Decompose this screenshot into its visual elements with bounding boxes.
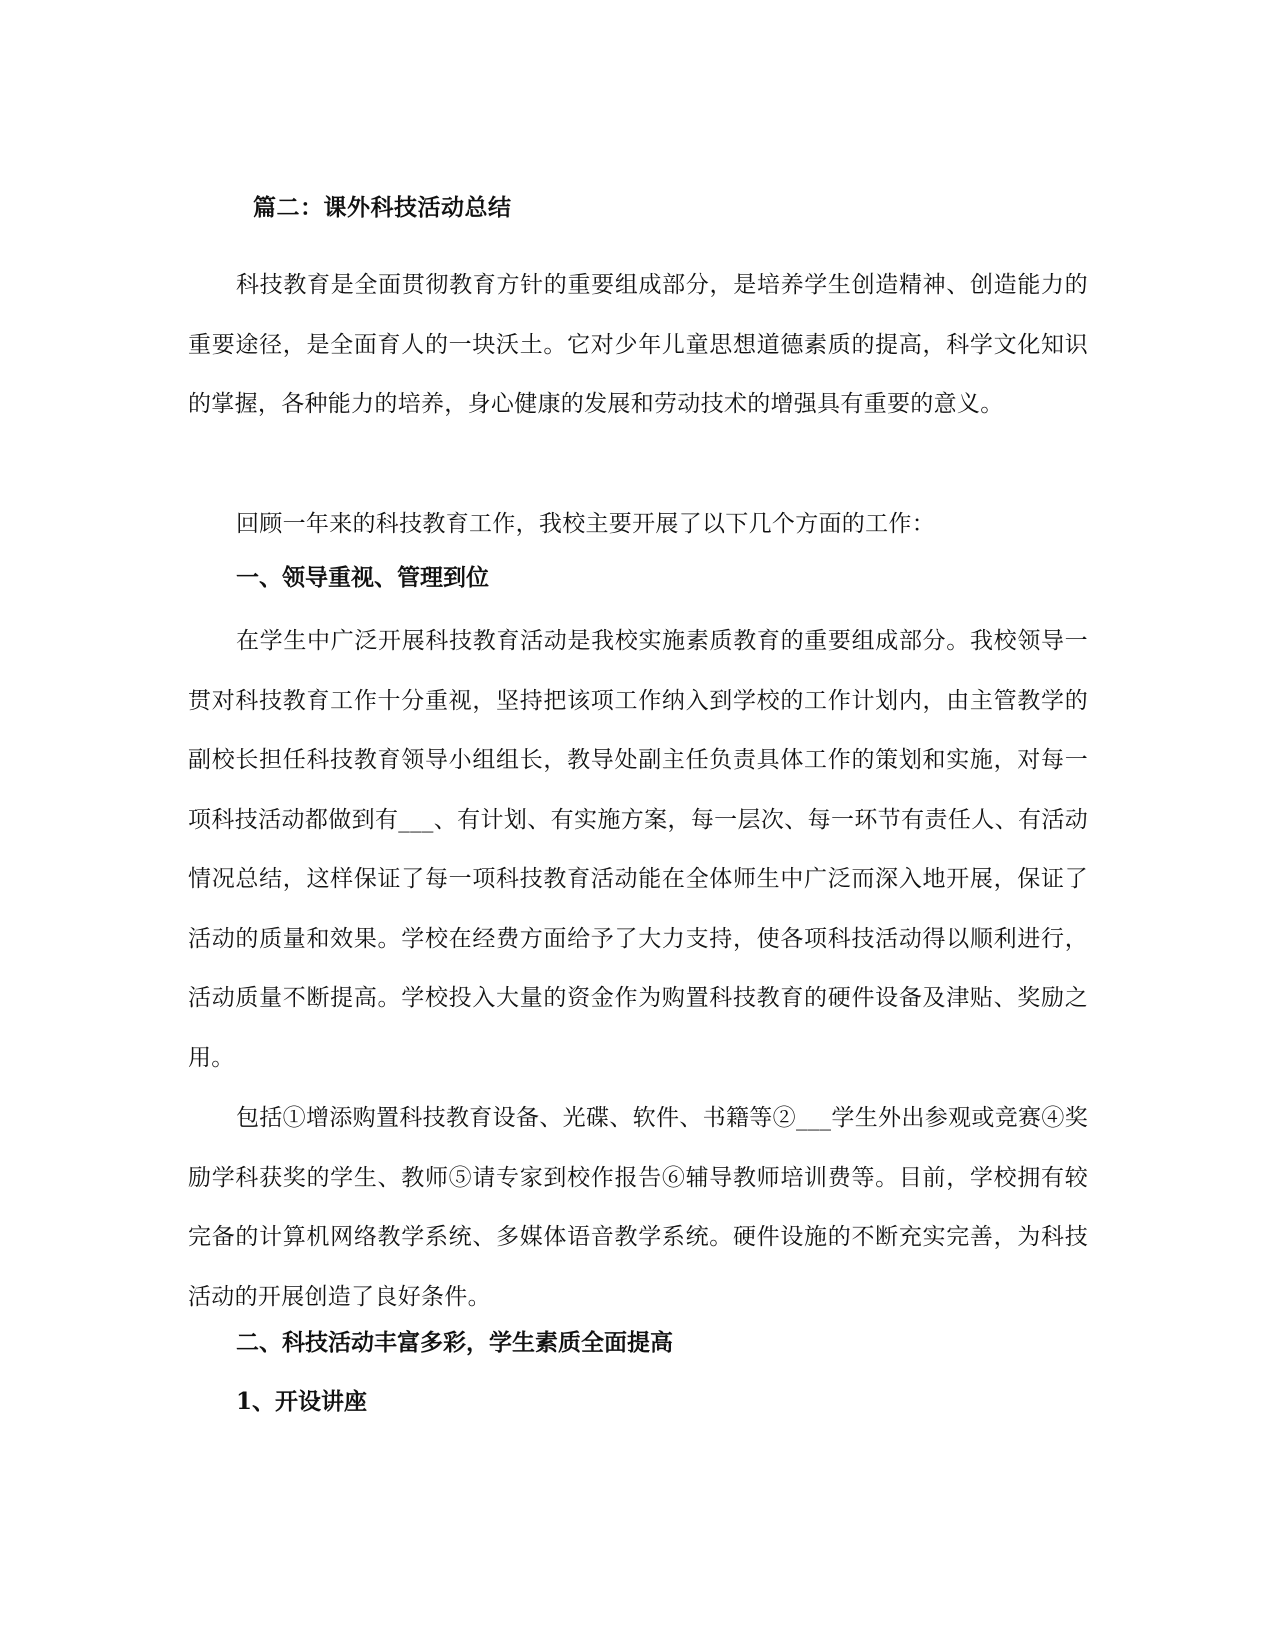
paragraph-intro: 科技教育是全面贯彻教育方针的重要组成部分，是培养学生创造精神、创造能力的重要途径，是全面育人的一块沃土。它对少年儿童思想道德素质的提高，科学文化知识的掌握，各种能力的培养，身心健康的发展和劳动技术的增强具有重要的意义。 xyxy=(188,272,1088,417)
document-title: 篇二：课外科技活动总结 xyxy=(253,194,512,221)
subsection-heading-1: 1、开设讲座 xyxy=(236,1388,368,1415)
paragraph-review: 回顾一年来的科技教育工作，我校主要开展了以下几个方面的工作： xyxy=(236,511,935,537)
paragraph-funding: 包括①增添购置科技教育设备、光碟、软件、书籍等②___学生外出参观或竞赛④奖励学科获奖的学生、教师⑤请专家到校作报告⑥辅导教师培训费等。目前，学校拥有较完备的计算机网络教学系统、多媒体语音教学系统。硬件设施的不断充实完善，为科技活动的开展创造了良好条件。 xyxy=(188,1105,1088,1310)
paragraph-leadership: 在学生中广泛开展科技教育活动是我校实施素质教育的重要组成部分。我校领导一贯对科技教育工作十分重视，坚持把该项工作纳入到学校的工作计划内，由主管教学的副校长担任科技教育领导小组组长，教导处副主任负责具体工作的策划和实施，对每一项科技活动都做到有___、有计划、有实施方案，每一层次、每一环节有责任人、有活动情况总结，这样保证了每一项科技教育活动能在全体师生中广泛而深入地开展，保证了活动的质量和效果。学校在经费方面给予了大力支持，使各项科技活动得以顺利进行，活动质量不断提高。学校投入大量的资金作为购置科技教育的硬件设备及津贴、奖励之用。 xyxy=(188,628,1088,1071)
section-heading-1: 一、领导重视、管理到位 xyxy=(236,564,489,591)
section-heading-2: 二、科技活动丰富多彩，学生素质全面提高 xyxy=(236,1329,673,1356)
